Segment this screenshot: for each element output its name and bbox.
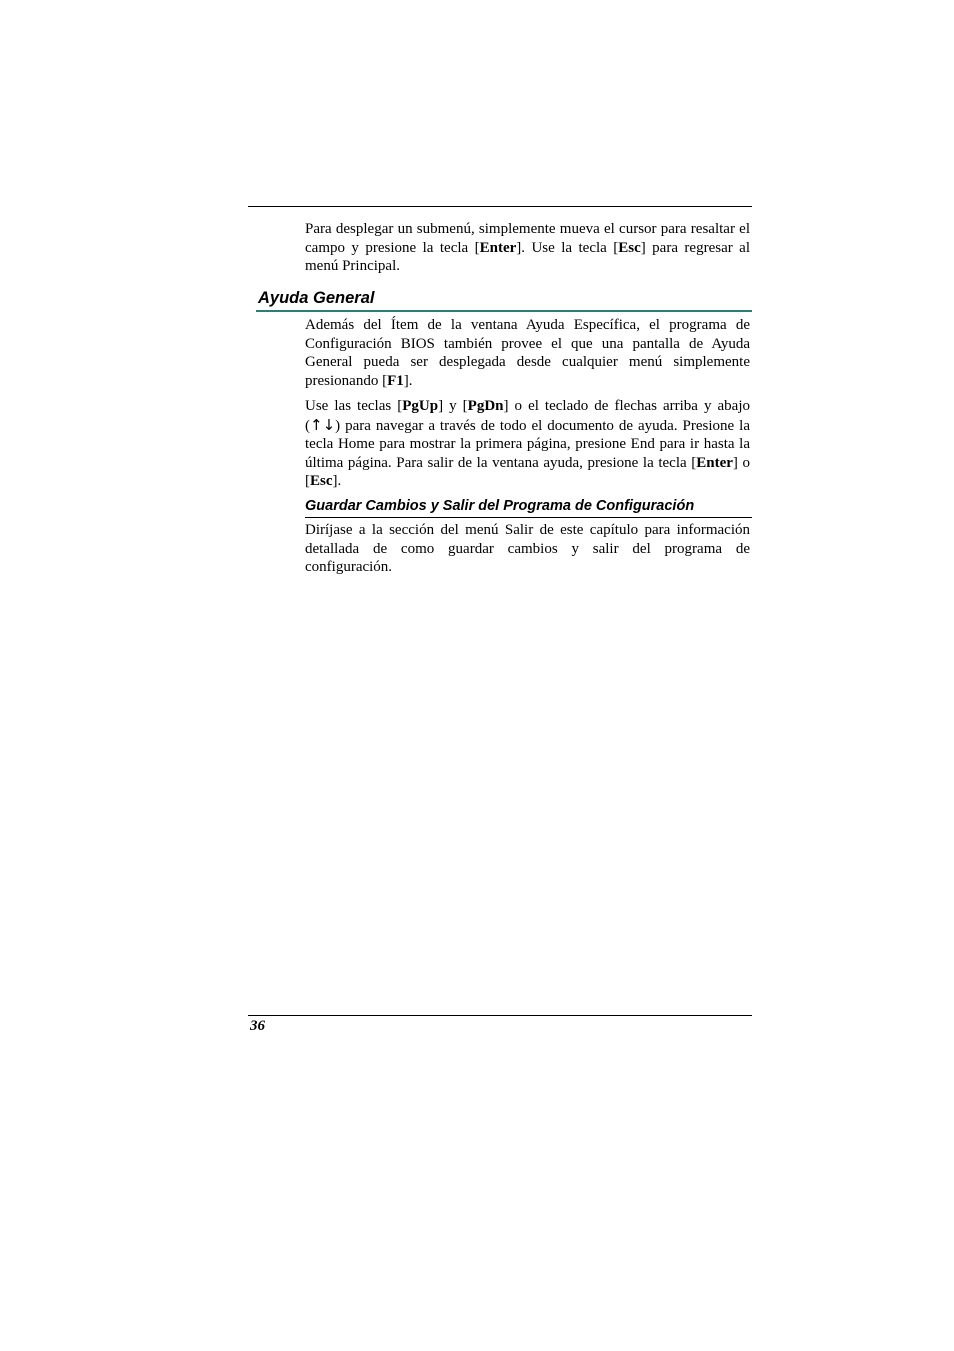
key-enter-2: Enter: [696, 454, 733, 471]
key-esc-2: Esc: [310, 473, 333, 489]
ayuda-p2-text-4: ) para navegar a través de todo el documento de ayuda. Presione la tecla Home para mostrar la primera página, presione End para ir hasta la última página. Para salir de la ventana ayuda, presione la tecla [: [305, 417, 750, 471]
key-pgup: PgUp: [402, 398, 439, 414]
ayuda-p1-text-1: Además del Ítem de la ventana Ayuda Específica, el programa de Configuración BIOS también provee el que una pantalla de Ayuda General pueda ser desplegada desde cualquier menú simplemente presionando [: [305, 317, 750, 389]
footer-rule: [248, 1015, 752, 1016]
guardar-paragraph: Diríjase a la sección del menú Salir de este capítulo para información detallada de como guardar cambios y salir del programa de configuración.: [305, 522, 750, 575]
intro-paragraph: [305, 220, 750, 276]
header-rule: [248, 206, 752, 207]
ayuda-paragraph-2: [305, 397, 750, 491]
up-down-arrows-icon: ↑↓: [310, 415, 336, 434]
ayuda-p1-text-2: ].: [403, 372, 413, 389]
ayuda-p2-text-1: Use las teclas [: [305, 398, 403, 414]
ayuda-p2-text-5: ] o [: [305, 454, 750, 489]
section-heading-ayuda-general: Ayuda General: [256, 287, 752, 312]
intro-text-2: ]. Use la tecla [: [516, 239, 619, 256]
key-enter: Enter: [479, 239, 517, 256]
ayuda-p2-text-2: ] y [: [438, 398, 468, 414]
ayuda-p2-text-3: ] o el teclado de flechas arriba y abajo (: [305, 398, 750, 434]
key-esc: Esc: [618, 239, 641, 256]
ayuda-paragraph-1: [305, 316, 750, 390]
key-pgdn: PgDn: [467, 398, 504, 414]
intro-text-1: Para desplegar un submenú, simplemente mueva el cursor para resaltar el campo y presione la tecla [: [305, 221, 750, 256]
page-number: 36: [250, 1018, 265, 1034]
intro-text-3: ] para regresar al menú Principal.: [305, 239, 750, 274]
ayuda-p2-text-6: ].: [332, 473, 342, 489]
subsection-heading-guardar-cambios: Guardar Cambios y Salir del Programa de Configuración: [305, 496, 752, 518]
key-f1: F1: [387, 372, 404, 389]
